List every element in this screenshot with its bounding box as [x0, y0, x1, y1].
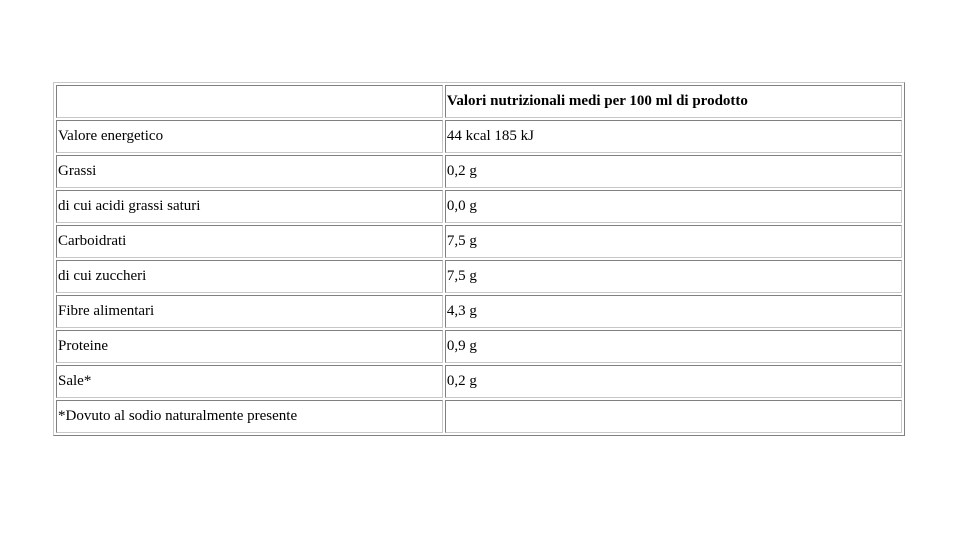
header-empty-cell	[56, 85, 443, 118]
row-value-salt: 0,2 g	[445, 365, 902, 398]
row-value-fat: 0,2 g	[445, 155, 902, 188]
table-row	[56, 260, 902, 293]
table-row	[56, 225, 902, 258]
row-value-footnote	[445, 400, 902, 433]
table-row	[56, 120, 902, 153]
table-header-row	[56, 85, 902, 118]
nutrition-table	[53, 82, 905, 436]
row-label-energy: Valore energetico	[56, 120, 443, 153]
row-label-protein: Proteine	[56, 330, 443, 363]
header-values-cell: Valori nutrizionali medi per 100 ml di prodotto	[445, 85, 902, 118]
row-value-protein: 0,9 g	[445, 330, 902, 363]
row-value-carbohydrates: 7,5 g	[445, 225, 902, 258]
row-label-fiber: Fibre alimentari	[56, 295, 443, 328]
row-value-saturated-fat: 0,0 g	[445, 190, 902, 223]
row-label-salt: Sale*	[56, 365, 443, 398]
table-row	[56, 330, 902, 363]
table-row	[56, 400, 902, 433]
row-value-sugars: 7,5 g	[445, 260, 902, 293]
table-row	[56, 155, 902, 188]
row-label-fat: Grassi	[56, 155, 443, 188]
row-label-saturated-fat: di cui acidi grassi saturi	[56, 190, 443, 223]
row-label-sugars: di cui zuccheri	[56, 260, 443, 293]
table-row	[56, 365, 902, 398]
row-value-fiber: 4,3 g	[445, 295, 902, 328]
table-row	[56, 190, 902, 223]
row-label-carbohydrates: Carboidrati	[56, 225, 443, 258]
row-label-footnote: *Dovuto al sodio naturalmente presente	[56, 400, 443, 433]
row-value-energy: 44 kcal 185 kJ	[445, 120, 902, 153]
table-row	[56, 295, 902, 328]
